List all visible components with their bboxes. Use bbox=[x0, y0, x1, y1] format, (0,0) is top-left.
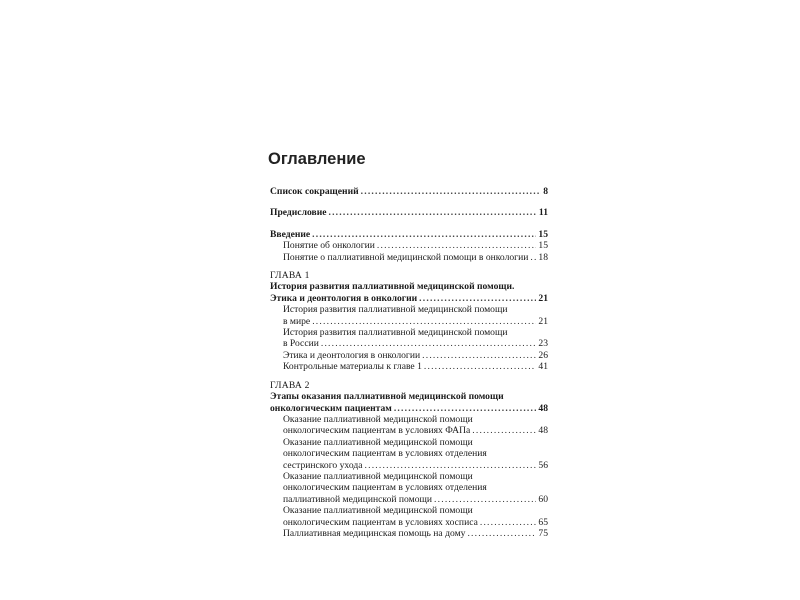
leader-dots bbox=[530, 252, 536, 263]
toc-subentry[interactable] bbox=[270, 460, 548, 471]
toc-subentry[interactable] bbox=[270, 528, 548, 539]
toc-entry-title: Понятие о паллиативной медицинской помощи в онкологии bbox=[283, 251, 529, 263]
toc-subentry[interactable] bbox=[270, 338, 548, 349]
toc-subentry-line[interactable]: Оказание паллиативной медицинской помощи bbox=[283, 436, 473, 448]
toc-subentry[interactable] bbox=[270, 425, 548, 436]
toc-entry-page: 15 bbox=[538, 228, 548, 240]
toc-entry-title: в мире bbox=[283, 315, 311, 327]
toc-entry-page: 11 bbox=[538, 207, 548, 219]
toc-entry-page: 21 bbox=[538, 292, 548, 304]
leader-dots bbox=[365, 460, 537, 471]
toc-entry-title: паллиативной медицинской помощи bbox=[283, 493, 433, 505]
table-of-contents bbox=[270, 148, 548, 539]
toc-subentry[interactable] bbox=[270, 517, 548, 528]
leader-dots bbox=[424, 361, 537, 372]
toc-entry-title: Введение bbox=[270, 228, 311, 240]
leader-dots bbox=[377, 240, 537, 251]
leader-dots bbox=[419, 293, 536, 304]
toc-subentry[interactable] bbox=[270, 240, 548, 251]
leader-dots bbox=[394, 403, 537, 414]
leader-dots bbox=[434, 494, 536, 505]
toc-entry-title: онкологическим пациентам bbox=[270, 402, 392, 414]
leader-dots bbox=[312, 229, 536, 240]
toc-entry-page: 41 bbox=[538, 361, 548, 373]
toc-entry-page: 23 bbox=[538, 338, 548, 350]
toc-entry-page: 21 bbox=[538, 315, 548, 327]
toc-subentry-line[interactable]: Оказание паллиативной медицинской помощи bbox=[283, 505, 473, 517]
toc-entry-title: онкологическим пациентам в условиях хосписа bbox=[283, 516, 478, 528]
toc-subentry[interactable] bbox=[270, 350, 548, 361]
toc-entry-abbreviations[interactable] bbox=[270, 186, 548, 197]
toc-entry-page: 26 bbox=[538, 349, 548, 361]
toc-entry-title: Паллиативная медицинская помощь на дому bbox=[283, 527, 466, 539]
toc-entry-page: 15 bbox=[538, 240, 548, 252]
toc-entry-page: 65 bbox=[538, 516, 548, 528]
toc-subentry[interactable] bbox=[270, 361, 548, 372]
toc-subentry-line[interactable]: онкологическим пациентам в условиях отделения bbox=[283, 482, 487, 494]
toc-entry-title: Предисловие bbox=[270, 207, 327, 219]
leader-dots bbox=[467, 528, 536, 539]
toc-subentry[interactable] bbox=[270, 252, 548, 263]
toc-entry-page: 60 bbox=[538, 493, 548, 505]
toc-entry-title: Этика и деонтология в онкологии bbox=[283, 349, 421, 361]
toc-entry-title: онкологическим пациентам в условиях ФАПа bbox=[283, 425, 471, 437]
toc-entry-page: 75 bbox=[538, 527, 548, 539]
leader-dots bbox=[328, 207, 536, 218]
leader-dots bbox=[480, 517, 537, 528]
chapter-title-line[interactable]: История развития паллиативной медицинской помощи. bbox=[270, 281, 515, 293]
page-title: Оглавление bbox=[268, 150, 366, 168]
toc-entry-page: 56 bbox=[538, 459, 548, 471]
toc-subentry-line[interactable]: История развития паллиативной медицинской помощи bbox=[283, 304, 508, 316]
toc-entry-preface[interactable] bbox=[270, 207, 548, 218]
toc-entry-chapter-1[interactable] bbox=[270, 293, 548, 304]
toc-entry-title: Этика и деонтология в онкологии bbox=[270, 292, 418, 304]
toc-entry-title: сестринского ухода bbox=[283, 459, 363, 471]
toc-entry-page: 18 bbox=[538, 251, 548, 263]
toc-entry-page: 48 bbox=[538, 425, 548, 437]
chapter-title-line[interactable]: Этапы оказания паллиативной медицинской помощи bbox=[270, 391, 504, 403]
toc-entry-title: в России bbox=[283, 338, 319, 350]
toc-subentry-line[interactable]: История развития паллиативной медицинской помощи bbox=[283, 327, 508, 339]
toc-subentry[interactable] bbox=[270, 316, 548, 327]
toc-entry-title: Список сокращений bbox=[270, 186, 359, 197]
toc-entry-title: Понятие об онкологии bbox=[283, 240, 375, 252]
toc-entry-title: Контрольные материалы к главе 1 bbox=[283, 361, 422, 373]
toc-entry-chapter-2[interactable] bbox=[270, 403, 548, 414]
toc-subentry[interactable] bbox=[270, 494, 548, 505]
chapter-label: ГЛАВА 1 bbox=[270, 270, 310, 282]
toc-entry-introduction[interactable] bbox=[270, 229, 548, 240]
toc-entry-page: 8 bbox=[543, 186, 548, 197]
chapter-label: ГЛАВА 2 bbox=[270, 379, 310, 391]
toc-subentry-line[interactable]: онкологическим пациентам в условиях отделения bbox=[283, 448, 487, 460]
leader-dots bbox=[361, 186, 542, 197]
leader-dots bbox=[472, 425, 536, 436]
leader-dots bbox=[321, 338, 537, 349]
toc-entry-page: 48 bbox=[538, 402, 548, 414]
leader-dots bbox=[422, 350, 536, 361]
leader-dots bbox=[312, 316, 536, 327]
toc-subentry-line[interactable]: Оказание паллиативной медицинской помощи bbox=[283, 470, 473, 482]
toc-subentry-line[interactable]: Оказание паллиативной медицинской помощи bbox=[283, 413, 473, 425]
